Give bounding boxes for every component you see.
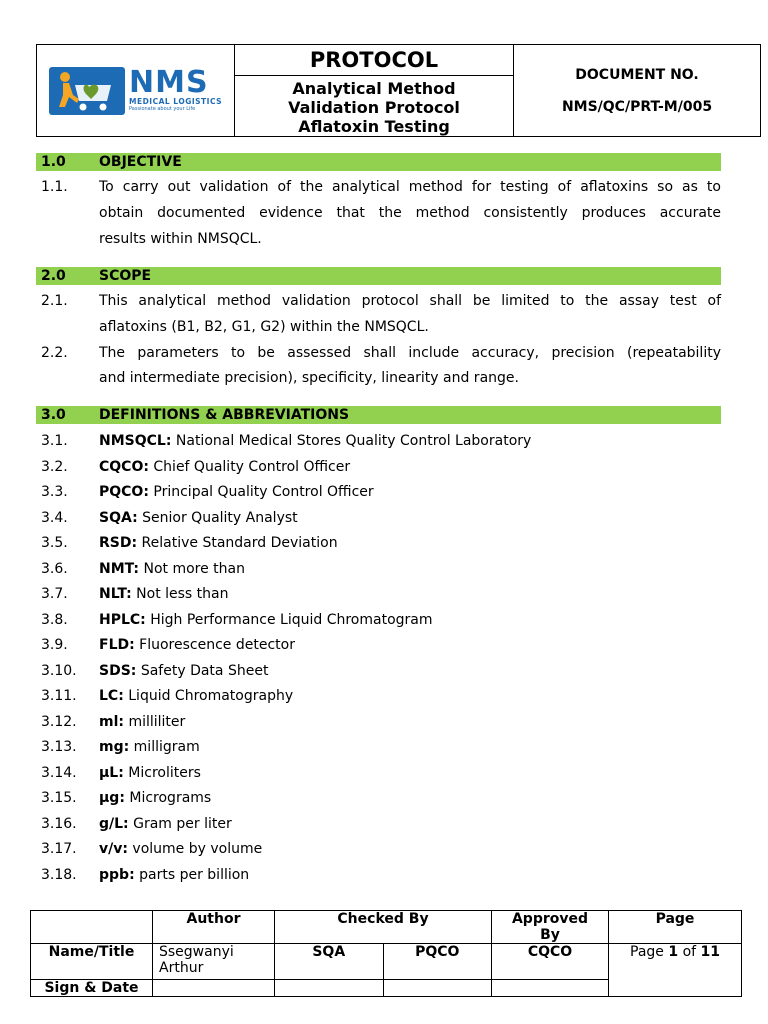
definition-term: LC: bbox=[99, 688, 124, 704]
definition-term: µL: bbox=[99, 764, 124, 781]
section-number: 1.0 bbox=[41, 154, 66, 170]
definition-text: Relative Standard Deviation bbox=[141, 535, 338, 551]
definition-number: 3.13. bbox=[41, 739, 77, 755]
paragraph-line: results within NMSQCL. bbox=[99, 231, 262, 247]
col-page: Page bbox=[609, 911, 742, 944]
section-heading-objective bbox=[36, 153, 721, 171]
definition-text: Chief Quality Control Officer bbox=[153, 458, 351, 475]
definition-term: g/L: bbox=[99, 815, 129, 832]
definition-term: mg: bbox=[99, 739, 130, 755]
section-heading-scope bbox=[36, 267, 721, 285]
definition-text: Not more than bbox=[143, 560, 245, 577]
subtitle-line: Validation Protocol bbox=[288, 98, 460, 117]
definition-text: Not less than bbox=[136, 586, 229, 602]
definition-term: ppb: bbox=[99, 866, 135, 883]
subtitle-line: Analytical Method bbox=[292, 79, 456, 98]
document-header bbox=[36, 44, 761, 137]
title-cell bbox=[235, 45, 514, 136]
paragraph-line: aflatoxins (B1, B2, G1, G2) within the NMSQCL. bbox=[99, 319, 429, 335]
paragraph-line: The parameters to be assessed shall include accuracy, precision (repeatability bbox=[99, 345, 721, 361]
definition-text: Senior Quality Analyst bbox=[142, 509, 298, 526]
definition-text: Liquid Chromatography bbox=[128, 688, 294, 704]
definition-text: Fluorescence detector bbox=[139, 637, 295, 653]
signature-table bbox=[30, 910, 742, 997]
paragraph-line: obtain documented evidence that the method consistently produces accurate bbox=[99, 205, 721, 221]
definition-text: volume by volume bbox=[132, 841, 263, 857]
definition-text: Principal Quality Control Officer bbox=[153, 484, 374, 500]
paragraph-line: To carry out validation of the analytical method for testing of aflatoxins so as to bbox=[99, 179, 721, 195]
section-number: 3.0 bbox=[41, 407, 66, 423]
definition-number: 3.5. bbox=[41, 535, 68, 551]
document-number: NMS/QC/PRT-M/005 bbox=[561, 98, 713, 115]
definition-term: CQCO: bbox=[99, 458, 149, 475]
section-title: DEFINITIONS & ABBREVIATIONS bbox=[99, 407, 350, 423]
definition-number: 3.14. bbox=[41, 764, 77, 781]
section-heading-definitions bbox=[36, 406, 721, 424]
definition-text: parts per billion bbox=[139, 866, 250, 883]
document-number-cell bbox=[514, 45, 760, 136]
approved-by-value: CQCO bbox=[492, 944, 609, 980]
protocol-subtitle bbox=[235, 76, 513, 136]
nms-logo bbox=[49, 67, 222, 115]
document-number-label: DOCUMENT NO. bbox=[575, 66, 699, 83]
definition-term: HPLC: bbox=[99, 611, 146, 628]
definition-text: Microliters bbox=[128, 764, 201, 781]
definition-text: Safety Data Sheet bbox=[140, 662, 269, 679]
definition-term: NLT: bbox=[99, 586, 132, 602]
definition-text: High Performance Liquid Chromatogram bbox=[150, 611, 433, 628]
col-author: Author bbox=[153, 911, 275, 944]
col-checked-by: Checked By bbox=[275, 911, 492, 944]
definition-number: 3.2. bbox=[41, 458, 68, 475]
definition-number: 3.16. bbox=[41, 815, 77, 832]
definition-text: Gram per liter bbox=[133, 815, 232, 832]
definition-number: 3.15. bbox=[41, 790, 77, 806]
paragraph-line: and intermediate precision), specificity, linearity and range. bbox=[99, 370, 519, 386]
definition-number: 3.11. bbox=[41, 688, 77, 704]
definition-number: 3.1. bbox=[41, 433, 68, 449]
logo-subtitle: MEDICAL LOGISTICS bbox=[129, 97, 222, 106]
definition-text: Micrograms bbox=[129, 790, 212, 806]
definition-term: PQCO: bbox=[99, 484, 149, 500]
definition-term: NMT: bbox=[99, 560, 140, 577]
definition-number: 3.7. bbox=[41, 586, 68, 602]
checked-by-1: SQA bbox=[275, 944, 384, 980]
definition-text: National Medical Stores Quality Control Laboratory bbox=[175, 433, 532, 449]
definition-term: FLD: bbox=[99, 637, 135, 653]
section-title: SCOPE bbox=[99, 268, 152, 284]
definition-number: 3.9. bbox=[41, 637, 68, 653]
definition-number: 3.4. bbox=[41, 509, 68, 526]
definition-term: ml: bbox=[99, 713, 124, 730]
paragraph-line: This analytical method validation protocol shall be limited to the assay test of bbox=[99, 293, 721, 309]
definition-number: 3.3. bbox=[41, 484, 68, 500]
definition-term: NMSQCL: bbox=[99, 433, 172, 449]
definition-term: µg: bbox=[99, 790, 125, 806]
subtitle-line: Aflatoxin Testing bbox=[298, 117, 450, 136]
col-approved-by: Approved By bbox=[492, 911, 609, 944]
protocol-title: PROTOCOL bbox=[235, 45, 513, 76]
definition-term: SDS: bbox=[99, 662, 137, 679]
logo-cell bbox=[37, 45, 235, 136]
definition-number: 3.10. bbox=[41, 662, 77, 679]
definition-number: 3.6. bbox=[41, 560, 68, 577]
row-sign-date: Sign & Date bbox=[31, 980, 153, 997]
definition-number: 3.12. bbox=[41, 713, 77, 730]
definition-term: RSD: bbox=[99, 535, 138, 551]
definition-term: v/v: bbox=[99, 841, 128, 857]
checked-by-2: PQCO bbox=[383, 944, 492, 980]
logo-tagline: Passionate about your Life bbox=[129, 106, 196, 112]
definition-text: milligram bbox=[133, 739, 200, 755]
section-number: 2.0 bbox=[41, 268, 66, 284]
row-name-title: Name/Title bbox=[31, 944, 153, 980]
logistics-cart-icon bbox=[49, 67, 125, 115]
author-name: Ssegwanyi Arthur bbox=[153, 944, 275, 980]
page-number: Page 1 of 11 bbox=[609, 944, 742, 997]
definition-number: 3.18. bbox=[41, 866, 77, 883]
section-title: OBJECTIVE bbox=[99, 154, 182, 170]
logo-brand: NMS bbox=[129, 65, 209, 100]
definition-number: 3.17. bbox=[41, 841, 77, 857]
definition-term: SQA: bbox=[99, 509, 138, 526]
definition-text: milliliter bbox=[128, 713, 186, 730]
definition-number: 3.8. bbox=[41, 611, 68, 628]
